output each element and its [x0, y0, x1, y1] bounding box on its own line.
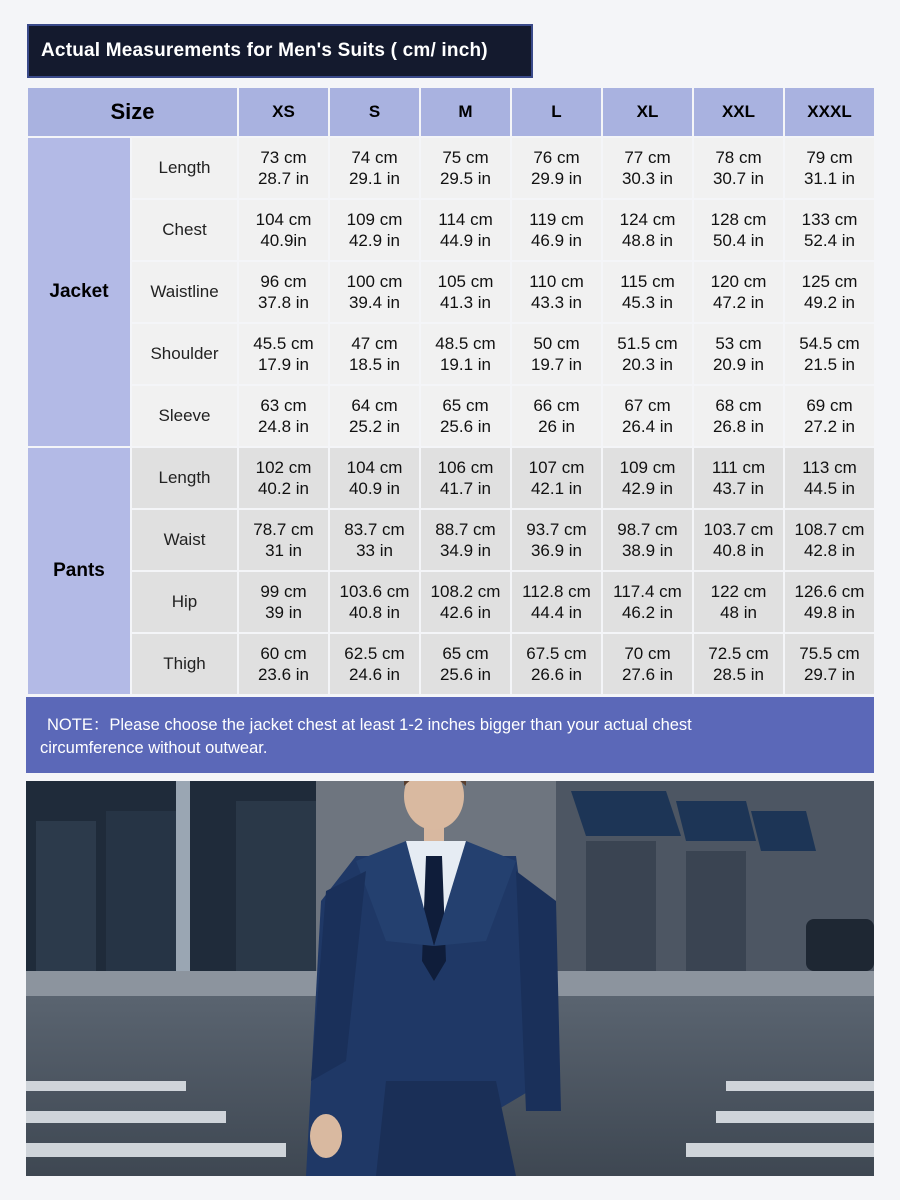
- measurement-cell: [511, 323, 602, 385]
- inch-value: 40.9in: [260, 231, 307, 250]
- size-header-xs: XS: [238, 87, 329, 137]
- inch-value: 42.8 in: [803, 541, 856, 560]
- measurement-cell: [784, 261, 875, 323]
- cm-value: 60 cm: [260, 644, 307, 663]
- inch-value: 40.8 in: [712, 541, 765, 560]
- measurement-label: Thigh: [131, 633, 238, 695]
- cm-value: 110 cm: [529, 272, 584, 291]
- cm-value: 79 cm: [806, 148, 853, 167]
- measurement-cell: [602, 323, 693, 385]
- cm-value: 128 cm: [710, 210, 767, 229]
- cm-value: 111 cm: [711, 458, 766, 477]
- inch-value: 40.8 in: [348, 603, 401, 622]
- measurement-label: Shoulder: [131, 323, 238, 385]
- cm-value: 104 cm: [346, 458, 403, 477]
- measurement-cell: [420, 199, 511, 261]
- cm-value: 88.7 cm: [435, 520, 496, 539]
- inch-value: 48.8 in: [621, 231, 674, 250]
- jacket-row-shoulder: [27, 323, 875, 385]
- measurement-cell: [511, 137, 602, 199]
- cm-value: 124 cm: [619, 210, 676, 229]
- cm-value: 117.4 cm: [613, 582, 682, 601]
- inch-value: 50.4 in: [712, 231, 765, 250]
- measurement-cell: [693, 199, 784, 261]
- measurement-cell: [238, 509, 329, 571]
- inch-value: 26 in: [538, 417, 575, 436]
- inch-value: 39 in: [265, 603, 302, 622]
- measurement-cell: [693, 385, 784, 447]
- inch-value: 19.1 in: [439, 355, 492, 374]
- cm-value: 51.5 cm: [617, 334, 678, 353]
- inch-value: 49.2 in: [803, 293, 856, 312]
- size-header-xxl: XXL: [693, 87, 784, 137]
- inch-value: 44.9 in: [439, 231, 492, 250]
- jacket-row-sleeve: [27, 385, 875, 447]
- model-photo: [26, 781, 874, 1176]
- inch-value: 36.9 in: [530, 541, 583, 560]
- inch-value: 27.2 in: [803, 417, 856, 436]
- cm-value: 122 cm: [710, 582, 767, 601]
- inch-value: 52.4 in: [803, 231, 856, 250]
- measurement-cell: [238, 137, 329, 199]
- measurement-cell: [238, 571, 329, 633]
- inch-value: 31 in: [265, 541, 302, 560]
- inch-value: 34.9 in: [439, 541, 492, 560]
- cm-value: 73 cm: [260, 148, 307, 167]
- cm-value: 109 cm: [346, 210, 403, 229]
- size-header-m: M: [420, 87, 511, 137]
- measurement-cell: [511, 199, 602, 261]
- cm-value: 78 cm: [715, 148, 762, 167]
- inch-value: 45.3 in: [621, 293, 674, 312]
- cm-value: 100 cm: [346, 272, 403, 291]
- measurement-cell: [602, 633, 693, 695]
- measurement-cell: [693, 261, 784, 323]
- measurement-cell: [511, 633, 602, 695]
- pants-row-waist: [27, 509, 875, 571]
- pants-row-hip: [27, 571, 875, 633]
- inch-value: 48 in: [720, 603, 757, 622]
- inch-value: 27.6 in: [621, 665, 674, 684]
- inch-value: 25.6 in: [439, 665, 492, 684]
- inch-value: 19.7 in: [530, 355, 583, 374]
- inch-value: 33 in: [356, 541, 393, 560]
- cm-value: 75 cm: [442, 148, 489, 167]
- cm-value: 72.5 cm: [708, 644, 769, 663]
- pants-row-thigh: [27, 633, 875, 695]
- jacket-row-chest: [27, 199, 875, 261]
- cm-value: 62.5 cm: [344, 644, 405, 663]
- measurement-cell: [329, 323, 420, 385]
- inch-value: 42.1 in: [530, 479, 583, 498]
- cm-value: 109 cm: [619, 458, 676, 477]
- cm-value: 112.8 cm: [522, 582, 591, 601]
- measurement-cell: [511, 385, 602, 447]
- measurement-cell: [784, 137, 875, 199]
- model-in-suit-illustration: [26, 781, 874, 1176]
- measurement-cell: [602, 509, 693, 571]
- inch-value: 44.5 in: [803, 479, 856, 498]
- measurement-cell: [693, 323, 784, 385]
- inch-value: 26.6 in: [530, 665, 583, 684]
- cm-value: 107 cm: [528, 458, 585, 477]
- cm-value: 47 cm: [351, 334, 398, 353]
- cm-value: 126.6 cm: [794, 582, 865, 601]
- cm-value: 108.7 cm: [794, 520, 865, 539]
- cm-value: 50 cm: [533, 334, 580, 353]
- inch-value: 42.9 in: [348, 231, 401, 250]
- measurement-cell: [420, 571, 511, 633]
- measurement-cell: [693, 633, 784, 695]
- measurement-cell: [329, 633, 420, 695]
- cm-value: 104 cm: [255, 210, 312, 229]
- measurement-cell: [602, 137, 693, 199]
- measurement-cell: [420, 261, 511, 323]
- inch-value: 41.3 in: [439, 293, 492, 312]
- note-line-1: NOTE：Please choose the jacket chest at least 1-2 inches bigger than your actual chest: [47, 716, 692, 734]
- measurement-label: Length: [131, 137, 238, 199]
- measurement-cell: [238, 323, 329, 385]
- inch-value: 30.7 in: [712, 169, 765, 188]
- measurement-label: Waistline: [131, 261, 238, 323]
- inch-value: 29.7 in: [803, 665, 856, 684]
- inch-value: 44.4 in: [530, 603, 583, 622]
- cm-value: 103.6 cm: [339, 582, 410, 601]
- cm-value: 78.7 cm: [253, 520, 314, 539]
- group-label-pants: Pants: [27, 447, 131, 695]
- cm-value: 54.5 cm: [799, 334, 860, 353]
- measurement-cell: [329, 447, 420, 509]
- jacket-row-waistline: [27, 261, 875, 323]
- cm-value: 120 cm: [710, 272, 767, 291]
- pants-row-length: [27, 447, 875, 509]
- cm-value: 98.7 cm: [617, 520, 678, 539]
- group-label-jacket: Jacket: [27, 137, 131, 447]
- cm-value: 77 cm: [624, 148, 671, 167]
- inch-value: 43.7 in: [712, 479, 765, 498]
- inch-value: 43.3 in: [530, 293, 583, 312]
- inch-value: 24.8 in: [257, 417, 310, 436]
- inch-value: 40.9 in: [348, 479, 401, 498]
- cm-value: 103.7 cm: [703, 520, 774, 539]
- inch-value: 41.7 in: [439, 479, 492, 498]
- cm-value: 99 cm: [260, 582, 307, 601]
- cm-value: 108.2 cm: [430, 582, 501, 601]
- inch-value: 26.4 in: [621, 417, 674, 436]
- measurement-cell: [602, 447, 693, 509]
- measurement-cell: [693, 447, 784, 509]
- size-header-label: Size: [27, 87, 238, 137]
- cm-value: 105 cm: [437, 272, 494, 291]
- measurement-cell: [693, 137, 784, 199]
- note-line-2: circumference without outwear.: [40, 739, 268, 757]
- size-header-l: L: [511, 87, 602, 137]
- inch-value: 29.9 in: [530, 169, 583, 188]
- measurement-cell: [329, 385, 420, 447]
- measurement-cell: [329, 509, 420, 571]
- inch-value: 31.1 in: [803, 169, 856, 188]
- measurement-cell: [511, 447, 602, 509]
- measurement-cell: [238, 633, 329, 695]
- cm-value: 125 cm: [801, 272, 858, 291]
- cm-value: 66 cm: [533, 396, 580, 415]
- inch-value: 39.4 in: [348, 293, 401, 312]
- cm-value: 63 cm: [260, 396, 307, 415]
- measurement-cell: [329, 199, 420, 261]
- inch-value: 38.9 in: [621, 541, 674, 560]
- size-header-s: S: [329, 87, 420, 137]
- inch-value: 42.6 in: [439, 603, 492, 622]
- cm-value: 106 cm: [437, 458, 494, 477]
- sizing-note: [26, 697, 874, 773]
- size-table-body: [27, 137, 875, 695]
- cm-value: 67.5 cm: [526, 644, 587, 663]
- inch-value: 25.2 in: [348, 417, 401, 436]
- cm-value: 70 cm: [624, 644, 671, 663]
- measurement-cell: [784, 571, 875, 633]
- measurement-label: Hip: [131, 571, 238, 633]
- cm-value: 65 cm: [442, 396, 489, 415]
- inch-value: 20.3 in: [621, 355, 674, 374]
- cm-value: 45.5 cm: [253, 334, 314, 353]
- cm-value: 93.7 cm: [526, 520, 587, 539]
- inch-value: 46.9 in: [530, 231, 583, 250]
- inch-value: 29.1 in: [348, 169, 401, 188]
- measurement-cell: [602, 571, 693, 633]
- measurement-cell: [420, 385, 511, 447]
- measurement-cell: [784, 385, 875, 447]
- size-header-xxxl: XXXL: [784, 87, 875, 137]
- measurement-cell: [420, 137, 511, 199]
- measurement-cell: [329, 137, 420, 199]
- size-chart-table: [26, 86, 876, 696]
- cm-value: 102 cm: [255, 458, 312, 477]
- measurement-cell: [511, 509, 602, 571]
- cm-value: 64 cm: [351, 396, 398, 415]
- cm-value: 48.5 cm: [435, 334, 496, 353]
- inch-value: 25.6 in: [439, 417, 492, 436]
- cm-value: 114 cm: [438, 210, 493, 229]
- cm-value: 67 cm: [624, 396, 671, 415]
- inch-value: 49.8 in: [803, 603, 856, 622]
- inch-value: 21.5 in: [803, 355, 856, 374]
- measurement-cell: [420, 509, 511, 571]
- measurement-cell: [238, 385, 329, 447]
- measurement-cell: [784, 509, 875, 571]
- inch-value: 20.9 in: [712, 355, 765, 374]
- cm-value: 68 cm: [715, 396, 762, 415]
- measurement-cell: [420, 323, 511, 385]
- measurement-label: Chest: [131, 199, 238, 261]
- cm-value: 119 cm: [529, 210, 584, 229]
- measurement-cell: [511, 261, 602, 323]
- measurement-cell: [238, 447, 329, 509]
- inch-value: 40.2 in: [257, 479, 310, 498]
- measurement-cell: [420, 633, 511, 695]
- cm-value: 115 cm: [620, 272, 675, 291]
- measurement-cell: [784, 447, 875, 509]
- jacket-row-length: [27, 137, 875, 199]
- measurement-label: Length: [131, 447, 238, 509]
- inch-value: 37.8 in: [257, 293, 310, 312]
- cm-value: 75.5 cm: [799, 644, 860, 663]
- measurement-label: Waist: [131, 509, 238, 571]
- inch-value: 17.9 in: [257, 355, 310, 374]
- inch-value: 28.7 in: [257, 169, 310, 188]
- measurement-cell: [511, 571, 602, 633]
- size-header-row: [27, 87, 875, 137]
- cm-value: 133 cm: [801, 210, 858, 229]
- cm-value: 74 cm: [351, 148, 398, 167]
- measurement-cell: [420, 447, 511, 509]
- inch-value: 24.6 in: [348, 665, 401, 684]
- cm-value: 53 cm: [715, 334, 762, 353]
- cm-value: 96 cm: [260, 272, 307, 291]
- cm-value: 83.7 cm: [344, 520, 405, 539]
- measurement-cell: [238, 261, 329, 323]
- chart-title: Actual Measurements for Men's Suits ( cm/ inch): [27, 24, 533, 78]
- cm-value: 69 cm: [806, 396, 853, 415]
- inch-value: 29.5 in: [439, 169, 492, 188]
- measurement-cell: [784, 633, 875, 695]
- cm-value: 113 cm: [802, 458, 857, 477]
- measurement-cell: [693, 571, 784, 633]
- measurement-cell: [238, 199, 329, 261]
- cm-value: 65 cm: [442, 644, 489, 663]
- measurement-cell: [784, 199, 875, 261]
- inch-value: 42.9 in: [621, 479, 674, 498]
- measurement-cell: [784, 323, 875, 385]
- inch-value: 28.5 in: [712, 665, 765, 684]
- inch-value: 18.5 in: [348, 355, 401, 374]
- measurement-cell: [602, 385, 693, 447]
- measurement-cell: [602, 261, 693, 323]
- inch-value: 26.8 in: [712, 417, 765, 436]
- cm-value: 76 cm: [533, 148, 580, 167]
- measurement-cell: [693, 509, 784, 571]
- measurement-cell: [329, 261, 420, 323]
- inch-value: 47.2 in: [712, 293, 765, 312]
- inch-value: 30.3 in: [621, 169, 674, 188]
- size-header-xl: XL: [602, 87, 693, 137]
- inch-value: 23.6 in: [257, 665, 310, 684]
- inch-value: 46.2 in: [621, 603, 674, 622]
- measurement-cell: [602, 199, 693, 261]
- measurement-label: Sleeve: [131, 385, 238, 447]
- measurement-cell: [329, 571, 420, 633]
